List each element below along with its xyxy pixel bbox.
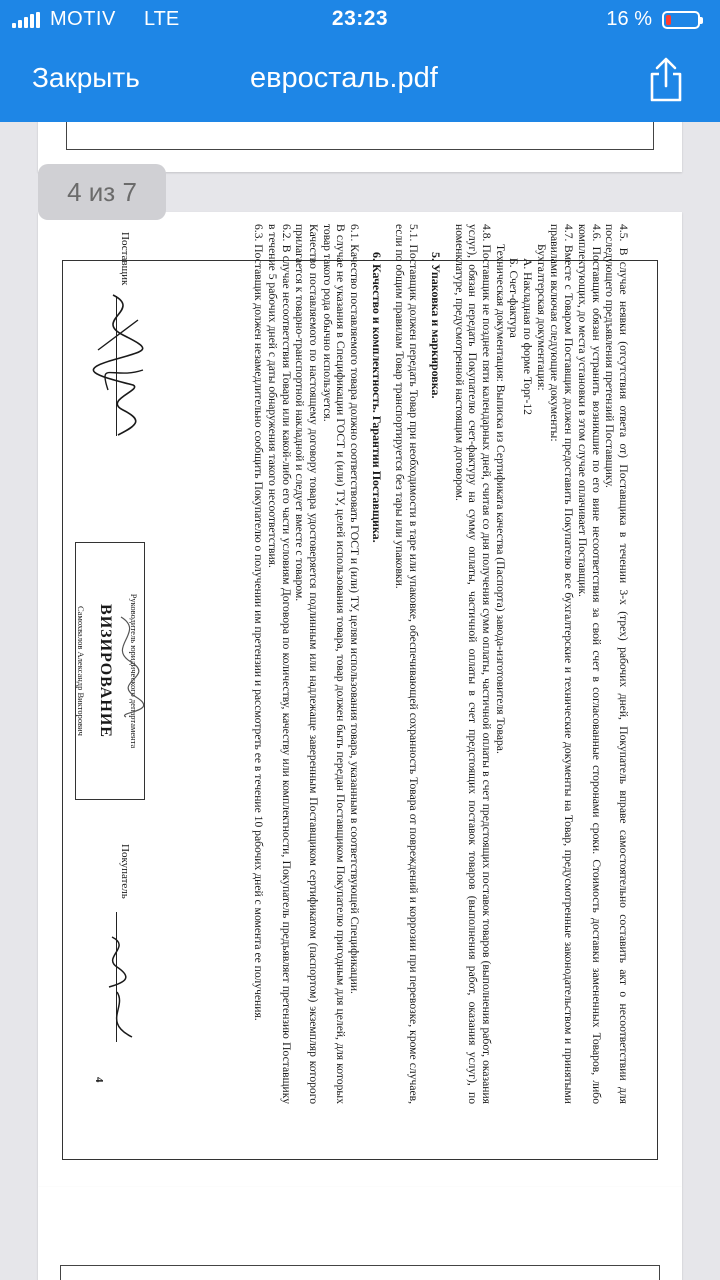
clause-6-3: 6.3. Поставщик должен незамедлительно сообщить Покупателю о получении им претензии и рассмотреть ее в течение 10 рабочих дней с момента ее получения.: [252, 224, 266, 1021]
clause-6-1-cont: В случае не указания в Спецификации ГОСТ и (или) ТУ, целей использования товара, товар должен быть передан Поставщиком Покупателю пригодным для целей, для которых товар такого рода обычно используется.: [320, 224, 348, 1104]
pdf-page-current: [38, 212, 682, 1187]
clause-4-6: 4.6. Поставщик обязан устранить возникшие по его вине несоответствия за свой счет в согласованные сторонами сроки. Стоимость доставки замененных Товаров, либо комплектующих, до места установки в этом случае оплачивает Поставщик.: [575, 224, 603, 1104]
battery-fill: [666, 15, 671, 25]
clause-6-1-quality: Качество поставляемого по настоящему договору товара удостоверяется подлинным или надлежаще заверенным Поставщиком сертификатом (паспортом) экземпляр которого прилагается к товарно-транспортной накладной и следует вместе с товаром.: [293, 224, 320, 1104]
clause-4-5: 4.5. В случае неявки (отсутствия ответа от) Поставщика в течении 3-х (трех) рабочих дней, Покупатель вправе самостоятельно составить акт о несоответствии для последующего предъявления претензий Поставщику.: [603, 224, 630, 1104]
document-title: евросталь.pdf: [250, 62, 438, 94]
page-number: 4: [93, 1077, 105, 1083]
section-5-heading: 5. Упаковка и маркировка.: [428, 252, 443, 399]
carrier-name: MOTIV: [50, 8, 116, 30]
technical-docs: Техническая документация: Выписка из Сертификата качества (Паспорта) завода-изготовителя Товара.: [493, 244, 507, 754]
top-bar: [0, 0, 720, 122]
battery-icon: [662, 11, 700, 29]
network-type: LTE: [144, 8, 180, 30]
clause-4-7: 4.7. Вместе с Товаром Поставщик должен предоставить Покупателю все бухгалтерские и технические документы на Товар, предусмотренные законодательством и принятыми правилами включая следующие документы:: [548, 224, 576, 1104]
clause-6-2: 6.2. В случае несоответствия Товара или какой-либо его части условиям Договора по количеству, качеству или комплектности, Покупатель предъявляет претензию Поставщику в течение 5 рабочих дней с даты обнаружения такого несоответствия.: [265, 224, 293, 1104]
page-indicator: 4 из 7: [38, 164, 166, 220]
invoice-factura: Б. Счет-фактура: [507, 258, 521, 338]
clause-5-1: 5.1. Поставщик должен передать Товар при необходимости в таре или упаковке, обеспечивающей сохранность Товара от повреждений и коррозии при перевозке, кроме случаев, если по общим правилам Товар транспортируется без тары или упаковки.: [393, 224, 421, 1104]
section-6-heading: 6. Качество и комплектность. Гарантии Поставщика.: [369, 252, 384, 543]
supplier-label: Поставщик: [119, 232, 131, 286]
accounting-docs: Бухгалтерская документация:: [534, 244, 548, 391]
pdf-page-next: [38, 1187, 682, 1280]
clause-4-8: 4.8. Поставщик не позднее пяти календарных дней, считая со дня получения сумм оплаты, частичной оплаты в счет предстоящих поставок товаров (выполнения работ, оказания услуг), обязан передать Покупателю счет-фактуру на сумму оплаты, частичной оплаты в счет предстоящих поставок товаров (выполнения работ, оказания услуг), по номенклатуре, предусмотренной настоящим договором.: [452, 224, 493, 1104]
clause-6-1: 6.1. Качество поставляемого товара должно соответствовать ГОСТ и (или) ТУ, целям использования товара, указанным в соответствующей Спецификации.: [348, 224, 362, 994]
pdf-viewer[interactable]: [0, 122, 720, 1280]
stamp-title: Руководитель юридического департамента: [129, 593, 139, 749]
approval-stamp: [75, 542, 145, 800]
buyer-label: Покупатель: [119, 844, 131, 899]
supplier-signature-icon: [83, 290, 153, 440]
status-bar: [0, 0, 720, 40]
signature-row: [60, 232, 145, 1096]
status-time: 23:23: [331, 7, 389, 30]
invoice-torg12: А. Накладная по форме Торг-12: [521, 258, 535, 415]
close-button[interactable]: Закрыть: [32, 62, 140, 93]
battery-percent: 16 %: [606, 8, 652, 30]
stamp-main: ВИЗИРОВАНИЕ: [97, 604, 115, 738]
share-icon: [644, 56, 688, 104]
buyer-signature-icon: [97, 932, 137, 1042]
page-content: [50, 224, 630, 1104]
stamp-name: Самохвалов Александр Викторович: [75, 606, 86, 736]
share-button[interactable]: [644, 56, 688, 104]
